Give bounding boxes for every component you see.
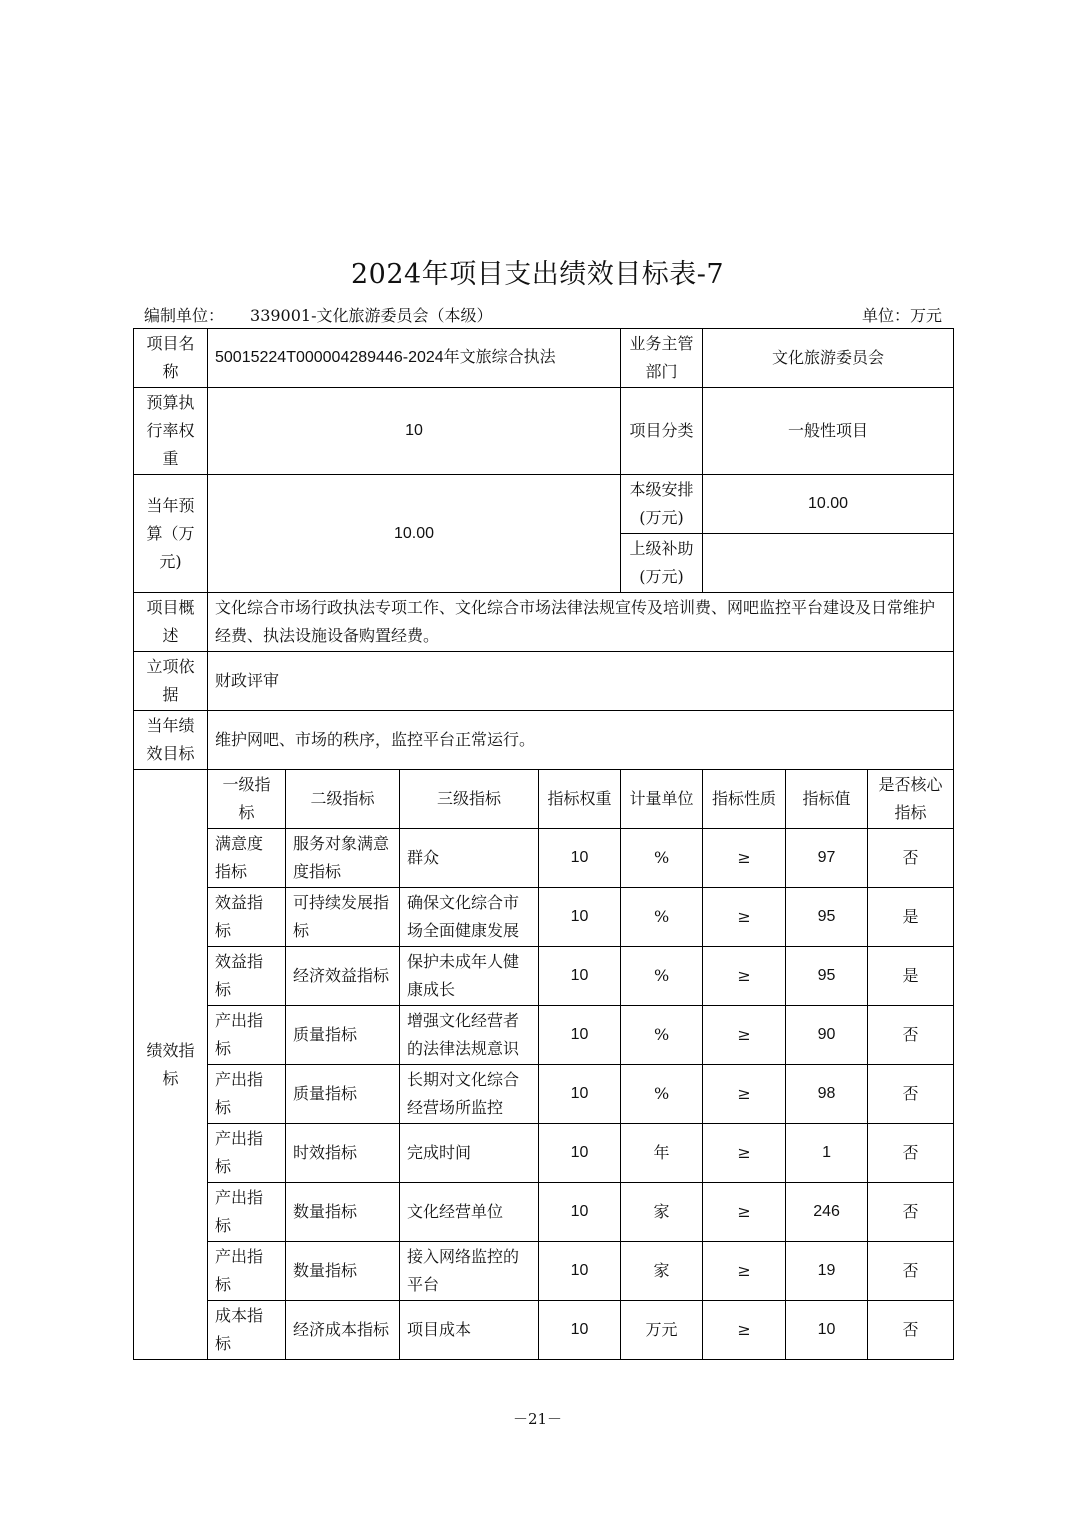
- goal-value: 维护网吧、市场的秩序，监控平台正常运行。: [208, 711, 954, 770]
- level1-cell: 效益指标: [208, 947, 286, 1006]
- category-label: 项目分类: [621, 388, 703, 475]
- header-value: 指标值: [786, 770, 868, 829]
- level1-cell: 产出指标: [208, 1124, 286, 1183]
- core-cell: 否: [868, 1301, 954, 1360]
- value-cell: 246: [786, 1183, 868, 1242]
- overview-label: 项目概述: [134, 593, 208, 652]
- level2-cell: 服务对象满意度指标: [286, 829, 400, 888]
- value-cell: 95: [786, 888, 868, 947]
- weight-cell: 10: [539, 1124, 621, 1183]
- header-level3: 三级指标: [400, 770, 539, 829]
- indicator-header-row: [134, 770, 954, 829]
- header-weight: 指标权重: [539, 770, 621, 829]
- level3-cell: 长期对文化综合经营场所监控: [400, 1065, 539, 1124]
- unit-cell: %: [621, 1006, 703, 1065]
- core-cell: 是: [868, 947, 954, 1006]
- exec-weight-value: 10: [208, 388, 621, 475]
- weight-cell: 10: [539, 829, 621, 888]
- unit-cell: %: [621, 888, 703, 947]
- nature-cell: ≥: [703, 1183, 786, 1242]
- core-cell: 否: [868, 1006, 954, 1065]
- weight-cell: 10: [539, 888, 621, 947]
- indicator-row: [134, 1242, 954, 1301]
- level2-cell: 经济效益指标: [286, 947, 400, 1006]
- org-value: 339001-文化旅游委员会（本级）: [250, 306, 493, 325]
- performance-target-table: [133, 328, 954, 1360]
- nature-cell: ≥: [703, 1242, 786, 1301]
- value-cell: 19: [786, 1242, 868, 1301]
- nature-cell: ≥: [703, 1065, 786, 1124]
- category-value: 一般性项目: [703, 388, 954, 475]
- indicator-row: [134, 888, 954, 947]
- header-nature: 指标性质: [703, 770, 786, 829]
- page-number: －21－: [512, 1410, 563, 1428]
- unit-cell: %: [621, 1065, 703, 1124]
- level2-cell: 经济成本指标: [286, 1301, 400, 1360]
- unit-cell: 家: [621, 1183, 703, 1242]
- level1-cell: 产出指标: [208, 1183, 286, 1242]
- unit-cell: %: [621, 947, 703, 1006]
- unit-label: 单位：万元: [862, 306, 943, 325]
- org-label: 编制单位：: [144, 306, 225, 325]
- indicators-section-label: 绩效指标: [134, 770, 208, 1360]
- nature-cell: ≥: [703, 1124, 786, 1183]
- value-cell: 97: [786, 829, 868, 888]
- project-name-label: 项目名称: [134, 329, 208, 388]
- basis-label: 立项依据: [134, 652, 208, 711]
- level3-cell: 接入网络监控的平台: [400, 1242, 539, 1301]
- indicator-row: [134, 1006, 954, 1065]
- unit-cell: 家: [621, 1242, 703, 1301]
- value-cell: 1: [786, 1124, 868, 1183]
- core-cell: 否: [868, 829, 954, 888]
- compiling-unit: [144, 303, 493, 326]
- level3-cell: 保护未成年人健康成长: [400, 947, 539, 1006]
- core-cell: 否: [868, 1242, 954, 1301]
- level3-cell: 完成时间: [400, 1124, 539, 1183]
- weight-cell: 10: [539, 1183, 621, 1242]
- level2-cell: 质量指标: [286, 1065, 400, 1124]
- level2-cell: 可持续发展指标: [286, 888, 400, 947]
- level1-cell: 成本指标: [208, 1301, 286, 1360]
- weight-cell: 10: [539, 1065, 621, 1124]
- level1-cell: 效益指标: [208, 888, 286, 947]
- level3-cell: 增强文化经营者的法律法规意识: [400, 1006, 539, 1065]
- value-cell: 90: [786, 1006, 868, 1065]
- level2-cell: 质量指标: [286, 1006, 400, 1065]
- level1-cell: 产出指标: [208, 1006, 286, 1065]
- weight-cell: 10: [539, 947, 621, 1006]
- level1-cell: 产出指标: [208, 1242, 286, 1301]
- value-cell: 95: [786, 947, 868, 1006]
- superior-subsidy-label: 上级补助(万元): [621, 534, 703, 593]
- overview-value: 文化综合市场行政执法专项工作、文化综合市场法律法规宣传及培训费、网吧监控平台建设及日常维护经费、执法设施设备购置经费。: [208, 593, 954, 652]
- level3-cell: 文化经营单位: [400, 1183, 539, 1242]
- level1-cell: 满意度指标: [208, 829, 286, 888]
- indicator-row: [134, 1301, 954, 1360]
- level3-cell: 群众: [400, 829, 539, 888]
- indicator-row: [134, 1065, 954, 1124]
- nature-cell: ≥: [703, 888, 786, 947]
- level3-cell: 项目成本: [400, 1301, 539, 1360]
- basis-value: 财政评审: [208, 652, 954, 711]
- page-title: 2024年项目支出绩效目标表-7: [350, 259, 724, 290]
- level2-cell: 数量指标: [286, 1183, 400, 1242]
- dept-label: 业务主管部门: [621, 329, 703, 388]
- header-level1: 一级指标: [208, 770, 286, 829]
- level2-cell: 数量指标: [286, 1242, 400, 1301]
- superior-subsidy-value: [703, 534, 954, 593]
- core-cell: 否: [868, 1124, 954, 1183]
- nature-cell: ≥: [703, 829, 786, 888]
- weight-cell: 10: [539, 1301, 621, 1360]
- indicator-row: [134, 829, 954, 888]
- local-funding-value: 10.00: [703, 475, 954, 534]
- budget-value: 10.00: [208, 475, 621, 593]
- header-unit: 计量单位: [621, 770, 703, 829]
- unit-cell: 万元: [621, 1301, 703, 1360]
- header-level2: 二级指标: [286, 770, 400, 829]
- level3-cell: 确保文化综合市场全面健康发展: [400, 888, 539, 947]
- exec-weight-label: 预算执行率权重: [134, 388, 208, 475]
- weight-cell: 10: [539, 1242, 621, 1301]
- project-name-value: 50015224T000004289446-2024年文旅综合执法: [208, 329, 621, 388]
- header-core: 是否核心指标: [868, 770, 954, 829]
- goal-label: 当年绩效目标: [134, 711, 208, 770]
- weight-cell: 10: [539, 1006, 621, 1065]
- local-funding-label: 本级安排(万元): [621, 475, 703, 534]
- core-cell: 否: [868, 1183, 954, 1242]
- core-cell: 是: [868, 888, 954, 947]
- indicator-row: [134, 1183, 954, 1242]
- value-cell: 98: [786, 1065, 868, 1124]
- unit-cell: 年: [621, 1124, 703, 1183]
- level2-cell: 时效指标: [286, 1124, 400, 1183]
- indicator-row: [134, 1124, 954, 1183]
- nature-cell: ≥: [703, 1006, 786, 1065]
- unit-cell: %: [621, 829, 703, 888]
- nature-cell: ≥: [703, 1301, 786, 1360]
- level1-cell: 产出指标: [208, 1065, 286, 1124]
- core-cell: 否: [868, 1065, 954, 1124]
- nature-cell: ≥: [703, 947, 786, 1006]
- value-cell: 10: [786, 1301, 868, 1360]
- indicator-row: [134, 947, 954, 1006]
- budget-label: 当年预算（万元): [134, 475, 208, 593]
- dept-value: 文化旅游委员会: [703, 329, 954, 388]
